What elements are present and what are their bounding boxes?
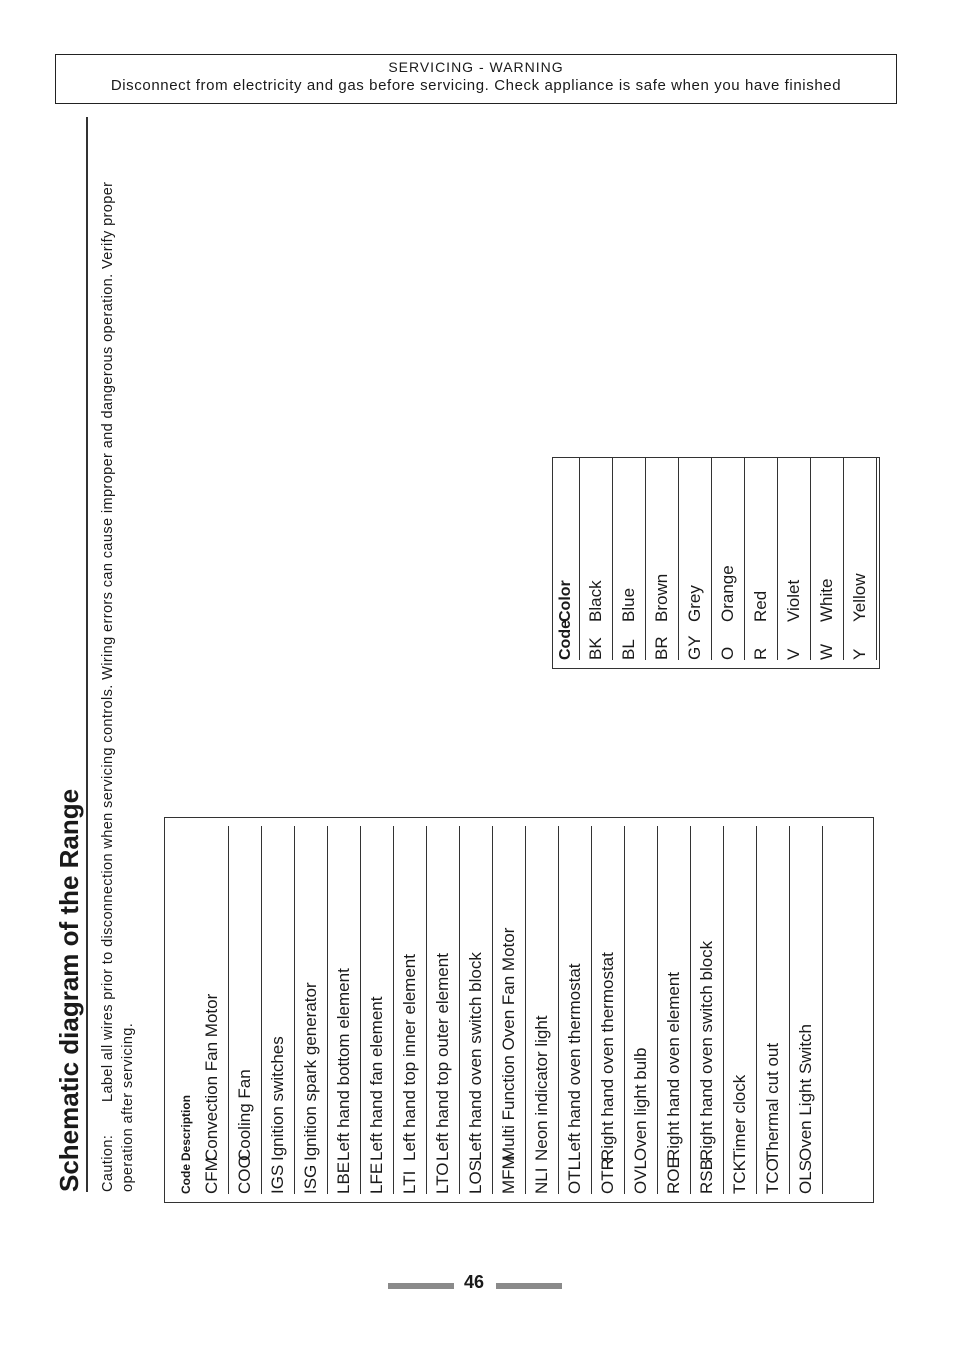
component-description: Cooling Fan bbox=[235, 1069, 254, 1161]
component-description: Left hand fan element bbox=[367, 996, 386, 1161]
color-name: Yellow bbox=[850, 573, 869, 622]
component-description: Right hand oven thermostat bbox=[598, 952, 617, 1161]
color-code: R bbox=[751, 647, 770, 660]
title-divider bbox=[86, 117, 88, 1192]
component-code: OVL bbox=[631, 1159, 650, 1194]
component-code-header: Code bbox=[178, 1164, 193, 1194]
color-name: Black bbox=[586, 580, 605, 622]
component-description: Neon indicator light bbox=[532, 1015, 551, 1161]
component-description-header: Description bbox=[178, 1094, 193, 1161]
component-code: LFE bbox=[367, 1162, 386, 1194]
component-row bbox=[625, 826, 658, 1194]
component-code: LTI bbox=[400, 1170, 419, 1194]
component-row bbox=[361, 826, 394, 1194]
color-code: V bbox=[784, 648, 803, 660]
color-code: W bbox=[817, 643, 836, 660]
component-row bbox=[757, 826, 790, 1194]
component-row bbox=[262, 826, 295, 1194]
component-description: Timer clock bbox=[730, 1074, 749, 1161]
color-table-container bbox=[552, 457, 880, 669]
component-code: ROE bbox=[664, 1157, 683, 1194]
component-description: Oven light bulb bbox=[631, 1047, 650, 1161]
component-description: Left hand top inner element bbox=[400, 954, 419, 1161]
component-description: Thermal cut out bbox=[763, 1042, 782, 1161]
component-code: OTL bbox=[565, 1160, 584, 1194]
component-description: Right hand oven element bbox=[664, 971, 683, 1161]
caution-container bbox=[98, 162, 138, 1192]
component-row bbox=[526, 826, 559, 1194]
color-name: Orange bbox=[718, 565, 737, 622]
component-row bbox=[724, 826, 757, 1194]
caution-text: Label all wires prior to disconnection when servicing controls. Wiring errors can cause improper and dangerous operation. Verify proper operation after servicing. bbox=[100, 181, 136, 1192]
component-description: Left hand oven thermostat bbox=[565, 963, 584, 1161]
color-row bbox=[844, 458, 877, 660]
color-row bbox=[712, 458, 745, 660]
servicing-warning-box bbox=[55, 54, 897, 104]
footer-bar-right bbox=[496, 1283, 562, 1289]
page-title: Schematic diagram of the Range bbox=[54, 788, 84, 1192]
color-name: Violet bbox=[784, 579, 803, 622]
color-row bbox=[580, 458, 613, 660]
component-code: MFM bbox=[499, 1155, 518, 1194]
color-rows bbox=[580, 458, 877, 660]
footer-bar-left bbox=[388, 1283, 454, 1289]
component-row bbox=[658, 826, 691, 1194]
component-code: LOS bbox=[466, 1159, 485, 1194]
component-rows bbox=[196, 818, 823, 1194]
component-description: Left hand top outer element bbox=[433, 953, 452, 1161]
component-row bbox=[295, 826, 328, 1194]
component-table bbox=[164, 817, 874, 1203]
component-description: Convection Fan Motor bbox=[202, 993, 221, 1161]
color-row bbox=[778, 458, 811, 660]
color-name-header: Color bbox=[557, 580, 574, 622]
color-name: Brown bbox=[652, 573, 671, 622]
component-table-header bbox=[165, 826, 196, 1194]
component-description: Ignition spark generator bbox=[301, 982, 320, 1161]
component-code: TCK bbox=[730, 1160, 749, 1194]
color-table-header bbox=[553, 458, 580, 660]
warning-title: SERVICING - WARNING bbox=[388, 59, 564, 75]
component-code: ISG bbox=[301, 1164, 320, 1194]
color-code: Y bbox=[850, 648, 869, 660]
component-row bbox=[790, 826, 823, 1194]
color-name: White bbox=[817, 578, 836, 622]
color-row bbox=[811, 458, 844, 660]
color-row bbox=[613, 458, 646, 660]
color-row bbox=[679, 458, 712, 660]
component-description: Left hand bottom element bbox=[334, 968, 353, 1161]
page-title-container bbox=[52, 712, 86, 1192]
component-code: IGS bbox=[268, 1164, 287, 1194]
color-code: BL bbox=[619, 639, 638, 660]
component-code: OTR bbox=[598, 1158, 617, 1194]
component-row bbox=[394, 826, 427, 1194]
warning-text: Disconnect from electricity and gas before servicing. Check appliance is safe when you have finished bbox=[110, 77, 842, 94]
page-number: 46 bbox=[463, 1272, 485, 1292]
color-code: BK bbox=[586, 637, 605, 660]
component-row bbox=[559, 826, 592, 1194]
component-code: RSB bbox=[697, 1159, 716, 1194]
caution-note bbox=[98, 162, 138, 1192]
component-row bbox=[691, 826, 724, 1194]
color-code: GY bbox=[685, 635, 704, 660]
caution-label: Caution: bbox=[100, 1134, 116, 1192]
component-description: Left hand oven switch block bbox=[466, 952, 485, 1161]
wire-color-table bbox=[552, 457, 880, 669]
component-code: TCO bbox=[763, 1158, 782, 1194]
component-code: COO bbox=[235, 1155, 254, 1194]
component-row bbox=[493, 826, 526, 1194]
component-row bbox=[229, 826, 262, 1194]
component-row bbox=[460, 826, 493, 1194]
component-description: Ignition switches bbox=[268, 1036, 287, 1161]
color-code: BR bbox=[652, 636, 671, 660]
color-row bbox=[646, 458, 679, 660]
component-table-container bbox=[164, 817, 874, 1203]
component-description: Right hand oven switch block bbox=[697, 940, 716, 1161]
color-name: Red bbox=[751, 590, 770, 622]
title-rule-container bbox=[86, 117, 88, 1192]
component-description: Oven Light Switch bbox=[796, 1023, 815, 1161]
component-row bbox=[592, 826, 625, 1194]
color-code-header: Code bbox=[557, 620, 574, 660]
component-code: LBE bbox=[334, 1161, 353, 1194]
component-code: NLI bbox=[532, 1167, 551, 1194]
component-row bbox=[328, 826, 361, 1194]
component-code: OLS bbox=[796, 1159, 815, 1194]
color-code: O bbox=[718, 646, 737, 660]
component-row bbox=[427, 826, 460, 1194]
component-code: LTO bbox=[433, 1162, 452, 1194]
page-footer bbox=[0, 1272, 954, 1298]
color-name: Grey bbox=[685, 585, 704, 622]
color-name: Blue bbox=[619, 587, 638, 622]
component-description: Multi Function Oven Fan Motor bbox=[499, 927, 518, 1161]
component-row bbox=[196, 826, 229, 1194]
component-code: CFM bbox=[202, 1157, 221, 1194]
color-row bbox=[745, 458, 778, 660]
